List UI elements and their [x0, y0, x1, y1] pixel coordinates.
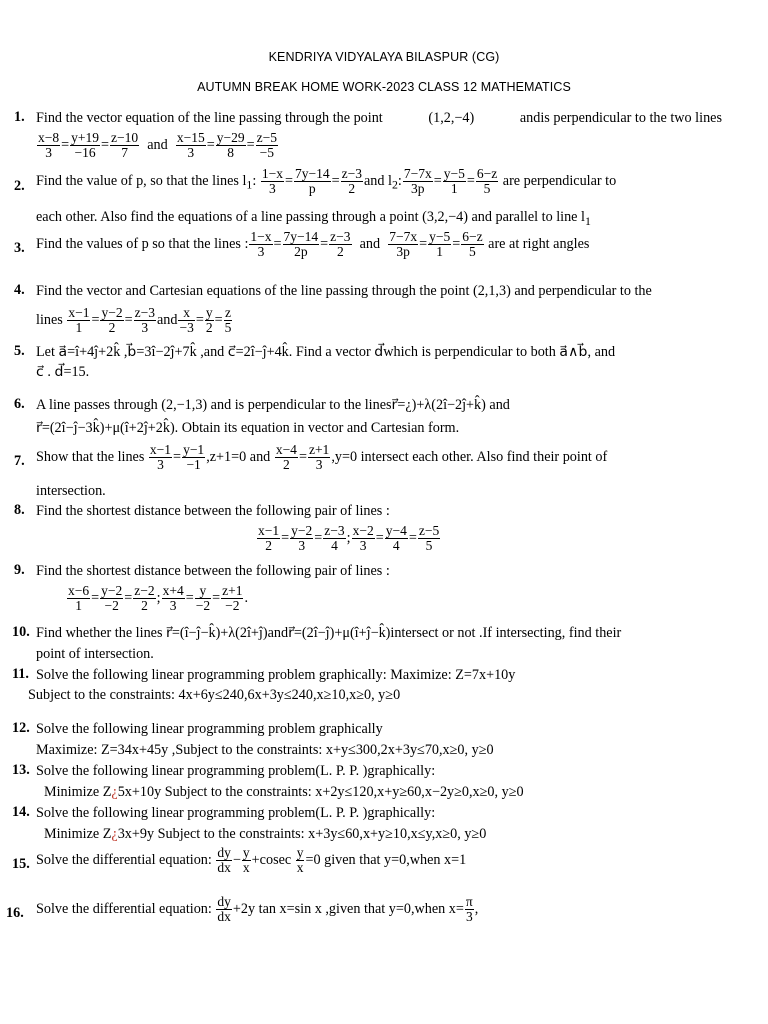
fraction: $\frac{x-1}{1}$ [68, 305, 90, 335]
q9-separator: ; [156, 589, 161, 606]
question-15-line-1 [36, 846, 466, 875]
q2-text-a: Find the value of p, so that the lines l [36, 172, 247, 189]
fraction: $\frac{y-5}{1}$ [443, 166, 465, 196]
question-7-number: 7. [14, 453, 25, 469]
question-11-line-1: Solve the following linear programming problem graphically: Maximize: Z=7x+10y [36, 667, 516, 683]
q1-text-a: Find the vector equation of the line passing through the point [36, 110, 383, 126]
q13-constraints: 5x+10y Subject to the constraints: x+2y≤120,x+y≥60,x−2y≥0,x≥0, y≥0 [117, 784, 524, 800]
question-9-line-1: Find the shortest distance between the following pair of lines : [36, 563, 390, 579]
fraction: $\frac{z-10}{7}$ [111, 130, 139, 160]
question-2-line-2 [36, 208, 591, 230]
q16-mid: +2y tan x=sin x ,given that y=0,when x= [232, 900, 464, 917]
question-3-number: 3. [14, 240, 25, 256]
fraction: $\frac{6-z}{5}$ [462, 229, 483, 259]
fraction: $\frac{6-z}{5}$ [476, 166, 498, 196]
question-16-line-1 [36, 895, 478, 924]
question-6-line-1: A line passes through (2,−1,3) and is perpendicular to the linesr⃗=¿)+λ(2î−2ĵ+k̂) and [36, 397, 510, 413]
question-1-number: 1. [14, 109, 25, 125]
question-11-number: 11. [12, 666, 29, 682]
question-4-number: 4. [14, 282, 25, 298]
q3-text-a: Find the values of p so that the lines : [36, 235, 249, 252]
question-6-line-2: r⃗=(2î−ĵ−3k̂)+μ(î+2ĵ+2k̂). Obtain its equation in vector and Cartesian form. [36, 420, 460, 436]
q9-end: . [244, 589, 249, 606]
question-5-line-2: c⃗ . d⃗=15. [36, 364, 90, 380]
q1-point: (1,2,−4) [428, 110, 475, 126]
fraction: $\frac{y}{-2}$ [195, 583, 211, 613]
q14-constraints: 3x+9y Subject to the constraints: x+3y≤60,x+y≥10,x≤y,x≥0, y≥0 [117, 826, 487, 842]
question-13-number: 13. [12, 762, 30, 778]
question-9-number: 9. [14, 562, 25, 578]
q1-and: and [147, 136, 168, 153]
fraction: $\frac{dy}{dx}$ [217, 845, 231, 875]
question-13-line-1: Solve the following linear programming problem(L. P. P. )graphically: [36, 763, 436, 779]
fraction: $\frac{dy}{dx}$ [217, 894, 231, 924]
fraction: $\frac{x-1}{2}$ [258, 523, 280, 553]
question-7-line-2: intersection. [36, 483, 106, 499]
fraction: $\frac{z-3}{3}$ [134, 305, 155, 335]
q2-and: and l [363, 172, 392, 189]
question-4-line-2: lines $\frac{x-1}{1}$ = $\frac{y-2}{2}$ = $\frac{z-3}{3}$ and $\frac{x}{-3}$ = $\frac{y}{2}$ = $\frac{z}{5}$ [36, 305, 232, 335]
fraction: $\frac{x-1}{3}$ [149, 442, 172, 472]
q3-tail: are at right angles [488, 235, 590, 252]
question-9-equations: $\frac{x-6}{1}$ = $\frac{y-2}{-2}$ = $\frac{z-2}{2}$ ; $\frac{x+4}{3}$ = $\frac{y}{-2}$ = $\frac{z+1}{-2}$ . [68, 583, 249, 613]
fraction: $\frac{7y-14}{p}$ [294, 166, 330, 196]
question-1-equations: $\frac{x-8}{3}$ = $\frac{y+19}{-16}$ = $\frac{z-10}{7}$ and $\frac{x-15}{3}$ = $\frac{y-29}{8}$ = $\frac{z-5}{-5}$ [38, 130, 277, 160]
q8-separator: ; [346, 529, 351, 546]
subscript: 1 [584, 213, 591, 228]
question-5-number: 5. [14, 343, 25, 359]
q4-lines: lines [36, 311, 63, 328]
fraction: $\frac{y-2}{3}$ [291, 523, 313, 553]
question-12-line-1: Solve the following linear programming problem graphically [36, 721, 383, 737]
question-12-number: 12. [12, 720, 30, 736]
fraction: $\frac{x-4}{2}$ [275, 442, 297, 472]
question-15-number: 15. [12, 856, 30, 872]
question-10-line-2: point of intersection. [36, 646, 154, 662]
fraction: $\frac{y+19}{-16}$ [71, 130, 100, 160]
fraction: $\frac{z-3}{2}$ [341, 166, 362, 196]
fraction: $\frac{7-7x}{3p}$ [389, 229, 418, 259]
q2-tail: are perpendicular to [502, 172, 617, 189]
fraction: $\frac{z+1}{3}$ [308, 442, 330, 472]
q7-text-c: ,y=0 intersect each other. Also find their point of [331, 448, 608, 465]
fraction: $\frac{7y-14}{2p}$ [283, 229, 319, 259]
fraction: $\frac{z+1}{-2}$ [222, 583, 243, 613]
question-5-line-1: Let a⃗=î+4ĵ+2k̂ ,b⃗=3î−2ĵ+7k̂ ,and c⃗=2î−ĵ+4k̂. Find a vector d⃗which is perpendicular to both a⃗∧b⃗, and [36, 344, 616, 360]
fraction: $\frac{z-5}{-5}$ [256, 130, 277, 160]
question-4-line-1: Find the vector and Cartesian equations of the line passing through the point (2,1,3) and perpendicular to the [36, 283, 652, 299]
school-name: KENDRIYA VIDYALAYA BILASPUR (CG) [268, 50, 500, 64]
fraction: $\frac{1-x}{3}$ [261, 166, 283, 196]
q7-text-b: ,z+1=0 and [206, 448, 271, 465]
q15-tail: =0 given that y=0,when x=1 [305, 851, 467, 868]
q3-and: and [359, 235, 381, 252]
fraction: $\frac{z-5}{5}$ [418, 523, 440, 553]
question-2-line-1: Find the value of p, so that the lines $l_1$: $\frac{1-x}{3}$ = $\frac{7y-14}{p}$ = $\frac{z-3}{2}$ and $l_2$: $\frac{7-7x}{3p}$ = $\frac{y-5}{1}$ = $\frac{6-z}{5}$ are perpendicular to [36, 166, 617, 196]
question-14-line-2 [44, 825, 486, 843]
question-16-number: 16. [6, 905, 24, 921]
q2-text-l2: each other. Also find the equations of a line passing through a point (3,2,−4) and parallel to line l [36, 209, 585, 225]
q14-glyph: ¿ [111, 826, 118, 842]
q4-and: and [156, 311, 178, 328]
fraction: $\frac{7-7x}{3p}$ [403, 166, 432, 196]
q7-text-a: Show that the lines [36, 448, 145, 465]
question-10-number: 10. [12, 624, 30, 640]
q14-minimize: Minimize Z [44, 826, 112, 842]
question-2-number: 2. [14, 178, 25, 194]
question-11-line-2: Subject to the constraints: 4x+6y≤240,6x+3y≤240,x≥10,x≥0, y≥0 [28, 687, 401, 703]
question-14-line-1: Solve the following linear programming problem(L. P. P. )graphically: [36, 805, 436, 821]
fraction: $\frac{y-2}{2}$ [101, 305, 123, 335]
question-7-line-1: Show that the lines $\frac{x-1}{3}$ = $\frac{y-1}{-1}$ ,z+1=0 and $\frac{x-4}{2}$ = $\frac{z+1}{3}$ ,y=0 intersect each other. Also find their point of [36, 442, 608, 472]
fraction: $\frac{y-29}{8}$ [216, 130, 245, 160]
fraction: $\frac{y}{x}$ [242, 845, 250, 875]
fraction: $\frac{x-6}{1}$ [68, 583, 90, 613]
fraction: $\frac{y}{2}$ [205, 305, 213, 335]
fraction: $\frac{x-8}{3}$ [38, 130, 60, 160]
fraction: $\frac{y-4}{4}$ [385, 523, 407, 553]
fraction: $\frac{x}{-3}$ [179, 305, 194, 335]
fraction: $\frac{y}{x}$ [296, 845, 304, 875]
q1-text-b: andis perpendicular to the two lines [519, 110, 722, 126]
q2-colon: : [252, 172, 257, 189]
fraction: $\frac{x-2}{3}$ [352, 523, 374, 553]
fraction: $\frac{x-15}{3}$ [176, 130, 205, 160]
question-14-number: 14. [12, 804, 30, 820]
q16-text-a: Solve the differential equation: [36, 900, 212, 917]
subscript: 2 [391, 177, 398, 192]
q16-tail: , [474, 900, 479, 917]
question-8-number: 8. [14, 502, 25, 518]
question-8-line-1: Find the shortest distance between the following pair of lines : [36, 503, 390, 519]
subscript: 1 [246, 177, 253, 192]
document-title: AUTUMN BREAK HOME WORK-2023 CLASS 12 MATHEMATICS [197, 80, 571, 94]
q13-glyph: ¿ [111, 784, 118, 800]
question-13-line-2 [44, 783, 524, 801]
fraction: $\frac{z}{5}$ [224, 305, 232, 335]
fraction: $\frac{y-5}{1}$ [429, 229, 451, 259]
fraction: $\frac{x+4}{3}$ [162, 583, 184, 613]
question-6-number: 6. [14, 396, 25, 412]
question-12-line-2: Maximize: Z=34x+45y ,Subject to the constraints: x+y≤300,2x+3y≤70,x≥0, y≥0 [36, 742, 494, 758]
q15-mid: +cosec [251, 851, 292, 868]
fraction: $\frac{z-3}{4}$ [324, 523, 345, 553]
q13-minimize: Minimize Z [44, 784, 112, 800]
q15-minus: − [232, 851, 241, 868]
question-10-line-1: Find whether the lines r⃗=(î−ĵ−k̂)+λ(2î+ĵ)andr⃗=(2î−ĵ)+μ(î+ĵ−k̂)intersect or not .If intersecting, find their [36, 625, 622, 641]
fraction: $\frac{y-1}{-1}$ [183, 442, 205, 472]
question-8-equations: $\frac{x-1}{2}$ = $\frac{y-2}{3}$ = $\frac{z-3}{4}$ ; $\frac{x-2}{3}$ = $\frac{y-4}{4}$ = $\frac{z-5}{5}$ [258, 523, 440, 553]
question-3-line-1: Find the values of p so that the lines : $\frac{1-x}{3}$ = $\frac{7y-14}{2p}$ = $\frac{z-3}{2}$ and $\frac{7-7x}{3p}$ = $\frac{y-5}{1}$ = $\frac{6-z}{5}$ are at right angles [36, 229, 590, 259]
fraction: $\frac{z-3}{2}$ [330, 229, 351, 259]
fraction: $\frac{1-x}{3}$ [250, 229, 272, 259]
fraction: $\frac{z-2}{2}$ [134, 583, 155, 613]
q15-text-a: Solve the differential equation: [36, 851, 212, 868]
fraction: $\frac{\pi}{3}$ [465, 894, 473, 924]
fraction: $\frac{y-2}{-2}$ [101, 583, 123, 613]
question-1-line-1 [36, 109, 722, 127]
